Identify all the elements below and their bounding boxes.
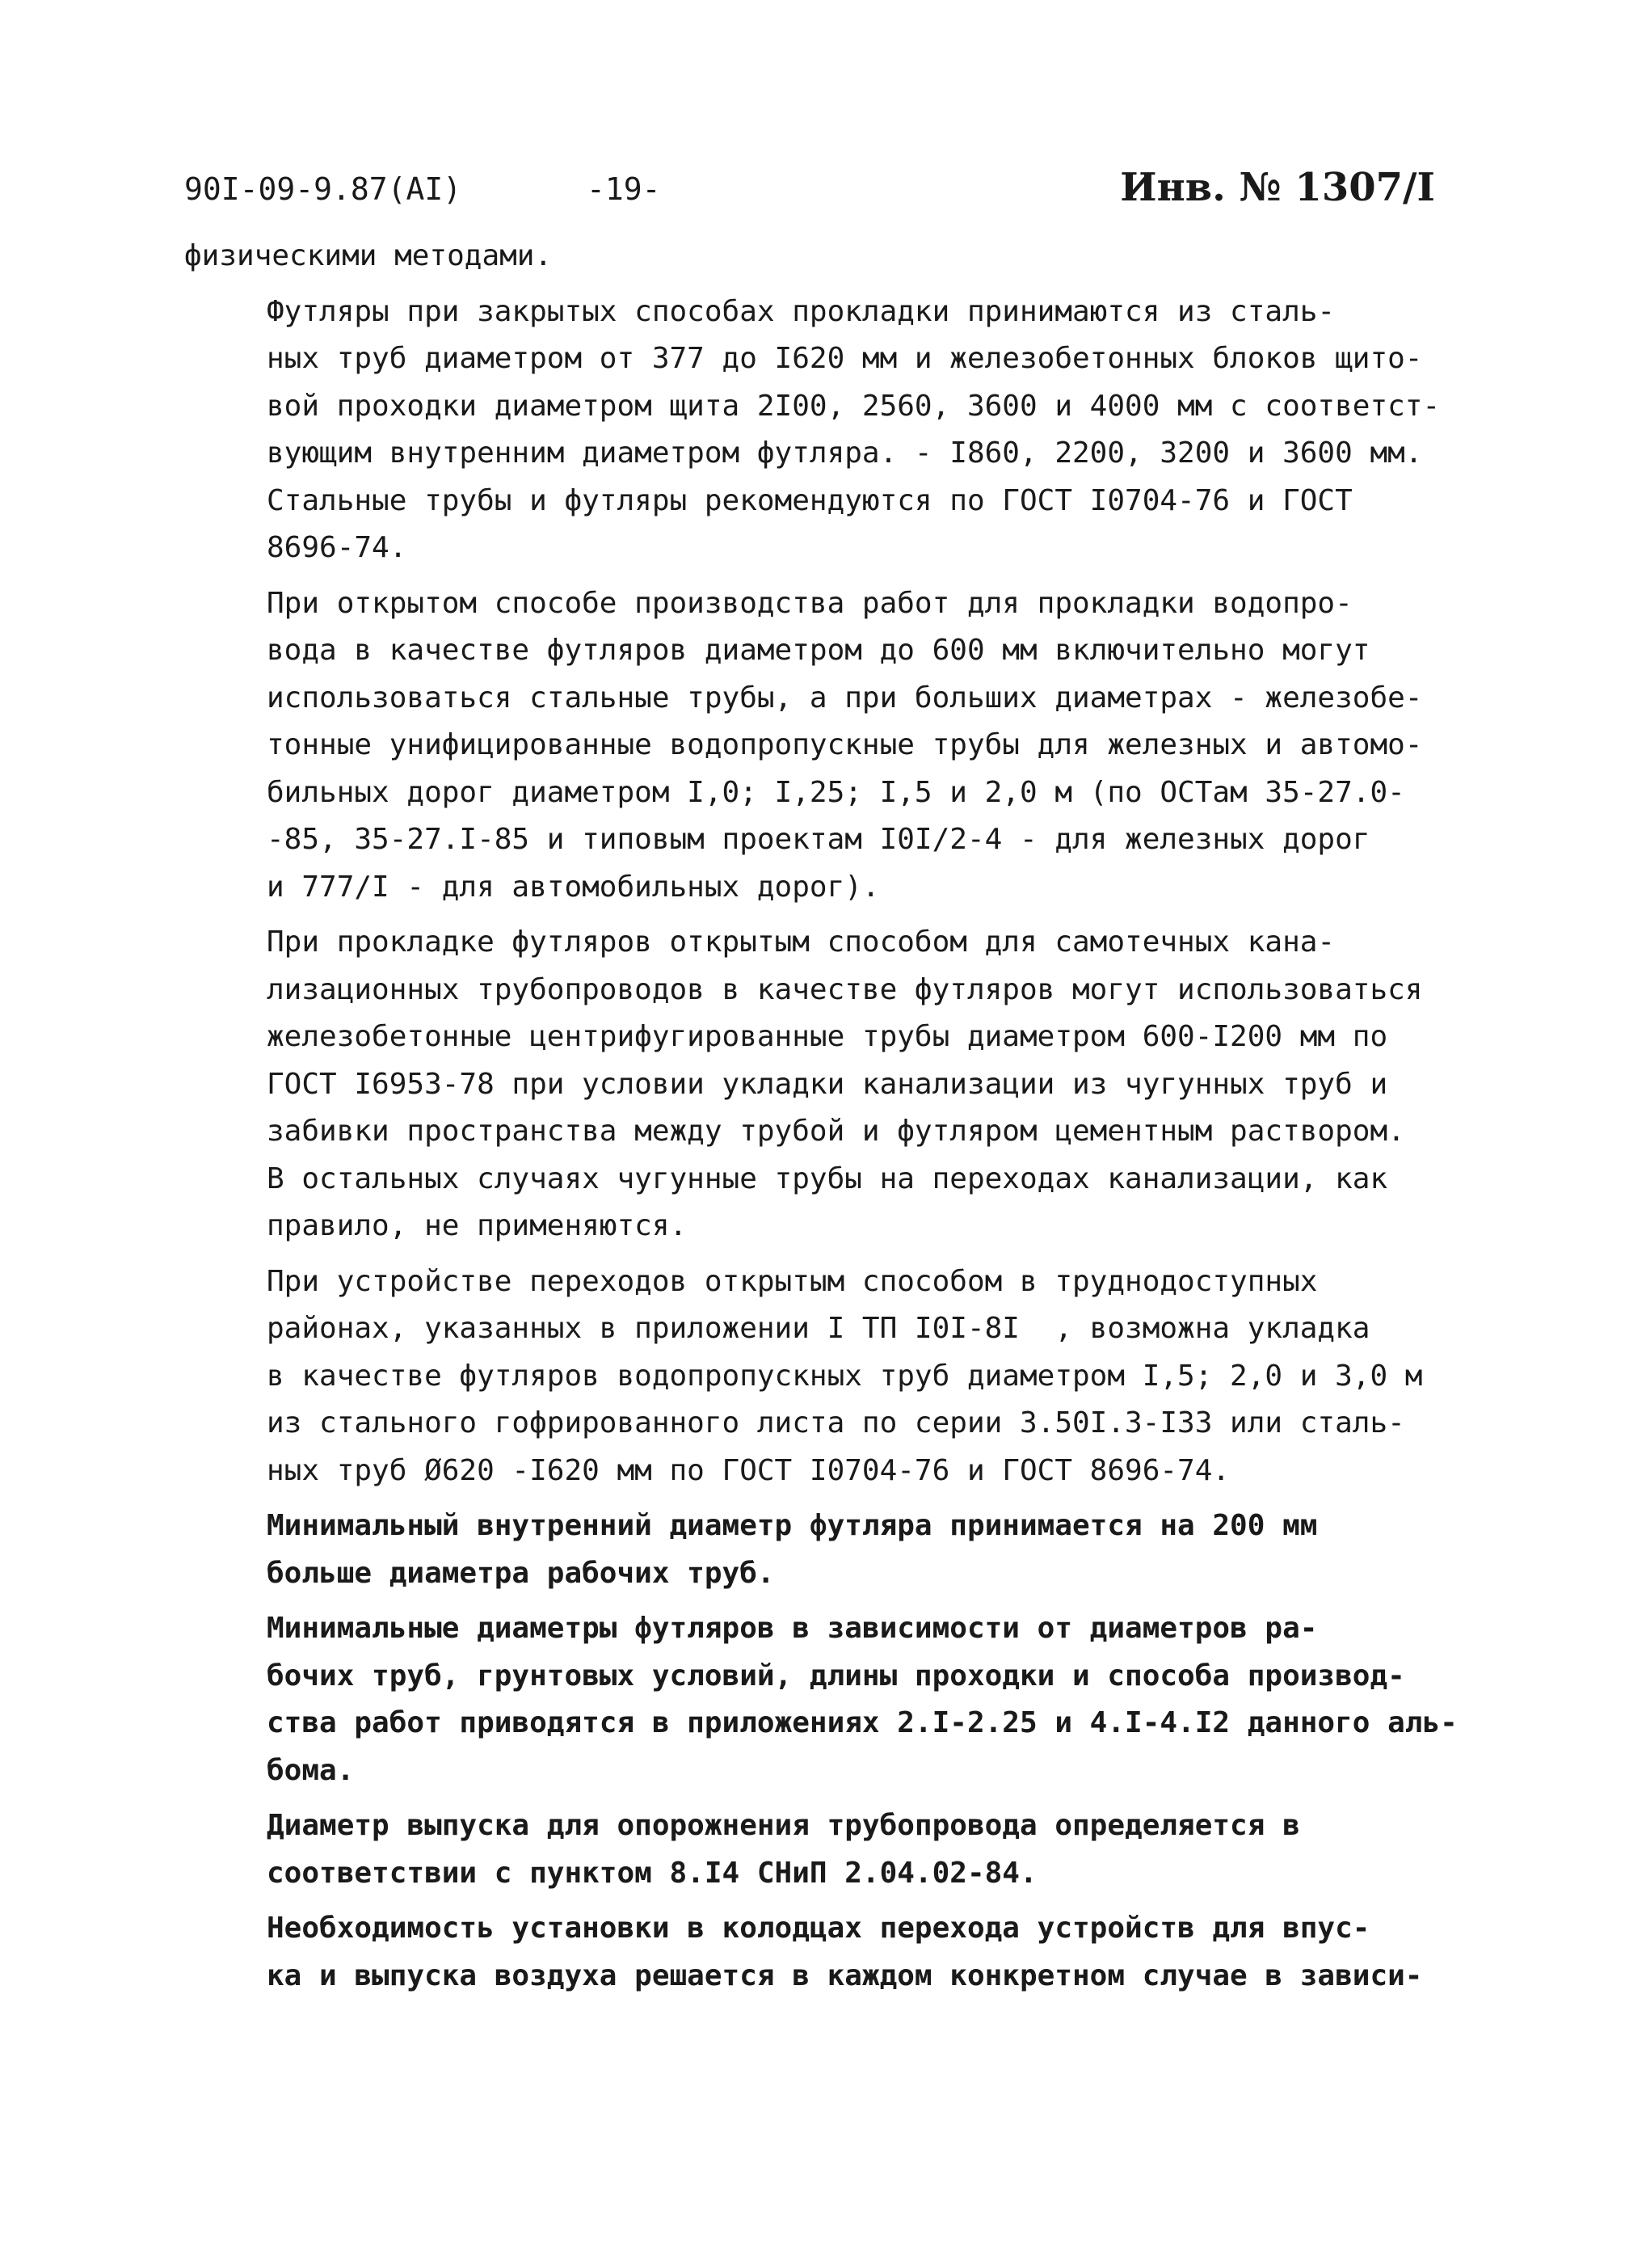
text-line: больше диаметра рабочих труб. bbox=[267, 1556, 775, 1590]
text-line: Стальные трубы и футляры рекомендуются по ГОСТ I0704-76 и ГОСТ bbox=[267, 483, 1353, 517]
document-body bbox=[184, 233, 1458, 2008]
paragraph bbox=[184, 1258, 1423, 1495]
inventory-number: Инв. № 1307/I bbox=[1120, 165, 1435, 210]
text-line: Диаметр выпуска для опорожнения трубопровода определяется в bbox=[267, 1809, 1300, 1842]
paragraph bbox=[184, 919, 1423, 1250]
text-line: 8696-74. bbox=[267, 531, 407, 564]
text-line: забивки пространства между трубой и футляром цементным раствором. bbox=[267, 1115, 1405, 1148]
text-line: Минимальные диаметры футляров в зависимости от диаметров ра- bbox=[267, 1612, 1318, 1645]
text-line: железобетонные центрифугированные трубы диаметром 600-I200 мм по bbox=[267, 1020, 1388, 1053]
document-code: 90I-09-9.87(AI) bbox=[184, 171, 462, 207]
text-line: тонные унифицированные водопропускные трубы для железных и автомо- bbox=[267, 728, 1423, 761]
text-line: вующим внутренним диаметром футляра. - I860, 2200, 3200 и 3600 мм. bbox=[267, 436, 1423, 470]
text-line: Необходимость установки в колодцах перехода устройств для впус- bbox=[267, 1912, 1370, 1945]
text-line: ства работ приводятся в приложениях 2.I-2.25 и 4.I-4.I2 данного аль- bbox=[267, 1706, 1458, 1739]
text-line: ГОСТ I6953-78 при условии укладки канализации из чугунных труб и bbox=[267, 1067, 1388, 1101]
text-line: правило, не применяются. bbox=[267, 1209, 688, 1242]
text-line: ка и выпуска воздуха решается в каждом конкретном случае в зависи- bbox=[267, 1958, 1423, 1992]
text-line: В остальных случаях чугунные трубы на переходах канализации, как bbox=[267, 1161, 1388, 1195]
text-line: в качестве футляров водопропускных труб диаметром I,5; 2,0 и 3,0 м bbox=[267, 1359, 1423, 1393]
text-line: Футляры при закрытых способах прокладки принимаются из сталь- bbox=[267, 294, 1336, 328]
paragraph bbox=[184, 580, 1423, 912]
text-line: бильных дорог диаметром I,0; I,25; I,5 и 2,0 м (по ОСТам 35-27.0- bbox=[267, 775, 1405, 809]
paragraph bbox=[184, 233, 1380, 280]
text-line: Минимальный внутренний диаметр футляра принимается на 200 мм bbox=[267, 1509, 1318, 1542]
page-number: -19- bbox=[587, 171, 661, 207]
text-line: вода в качестве футляров диаметром до 600 мм включительно могут bbox=[267, 634, 1370, 667]
text-line: бома. bbox=[267, 1753, 355, 1787]
paragraph bbox=[184, 289, 1441, 572]
text-line: из стального гофрированного листа по серии 3.50I.3-I33 или сталь- bbox=[267, 1406, 1405, 1440]
paragraph bbox=[184, 1802, 1380, 1897]
text-line: бочих труб, грунтовых условий, длины проходки и способа производ- bbox=[267, 1659, 1405, 1693]
text-line: При прокладке футляров открытым способом для самотечных кана- bbox=[267, 925, 1336, 959]
page-header bbox=[184, 165, 1435, 220]
text-line: ных труб диаметром от 377 до I620 мм и железобетонных блоков щито- bbox=[267, 342, 1423, 375]
text-line: использоваться стальные трубы, а при больших диаметрах - железобе- bbox=[267, 681, 1423, 715]
text-line: районах, указанных в приложении I ТП I0I-8I , возможна укладка bbox=[267, 1312, 1370, 1345]
text-line: и 777/I - для автомобильных дорог). bbox=[267, 870, 880, 904]
text-line: ных труб Ø620 -I620 мм по ГОСТ I0704-76 и ГОСТ 8696-74. bbox=[267, 1453, 1231, 1487]
text-line: При открытом способе производства работ для прокладки водопро- bbox=[267, 586, 1353, 620]
paragraph bbox=[184, 1605, 1458, 1794]
paragraph bbox=[184, 1905, 1423, 2000]
paragraph bbox=[184, 1503, 1380, 1597]
text-line: -85, 35-27.I-85 и типовым проектам I0I/2-4 - для железных дорог bbox=[267, 823, 1370, 856]
text-line: лизационных трубопроводов в качестве футляров могут использоваться bbox=[267, 972, 1423, 1006]
text-line: соответствии с пунктом 8.I4 СНиП 2.04.02-84. bbox=[267, 1856, 1038, 1890]
text-line: физическими методами. bbox=[184, 239, 553, 272]
text-line: При устройстве переходов открытым способом в труднодоступных bbox=[267, 1264, 1318, 1298]
text-line: вой проходки диаметром щита 2I00, 2560, 3600 и 4000 мм с соответст- bbox=[267, 389, 1441, 423]
